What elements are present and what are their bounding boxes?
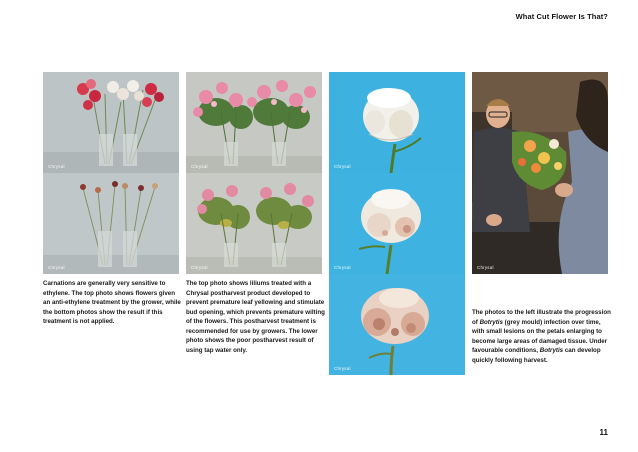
- botrytis-caption-part1: The photos to the left illustrate the progression of: [472, 309, 611, 326]
- carnation-untreated-photo: [43, 173, 179, 274]
- rose-stage3-photo: [329, 274, 465, 375]
- carnation-treated-photo: [43, 72, 179, 173]
- photo-credit: Chrysal: [48, 265, 65, 270]
- photo-credit: Chrysal: [191, 164, 208, 169]
- lilium-caption: The top photo shows liliums treated with a Chrysal postharvest product developed to prevent premature leaf yellowing and stimulate bud opening, which prevents premature wilting of the flowers. This postharvest treatment is recommended for use by growers. The lower photo shows the poor postharvest result of using tap water only.: [186, 280, 325, 354]
- photo-credit: Chrysal: [334, 366, 351, 371]
- florist-photo: [472, 72, 608, 274]
- lilium-treated-photo: [186, 72, 322, 173]
- botrytis-italic-1: Botrytis: [479, 318, 503, 326]
- page-number: 11: [599, 428, 608, 437]
- photo-credit: Chrysal: [334, 265, 351, 270]
- rose-stage2-photo: [329, 173, 465, 274]
- photo-credit: Chrysal: [48, 164, 65, 169]
- carnations-caption: Carnations are generally very sensitive to ethylene. The top photo shows flowers given an anti-ethylene treatment by the grower, while the bottom photos show the result if this treatment is not applied.: [43, 280, 181, 325]
- page-header-title: What Cut Flower Is That?: [515, 12, 608, 21]
- photo-credit: Chrysal: [477, 265, 494, 270]
- rose-stage1-photo: [329, 72, 465, 173]
- botrytis-caption-part3: can develop quickly following harvest.: [472, 347, 601, 364]
- botrytis-caption: [472, 308, 612, 365]
- botrytis-caption-part2: (grey mould) infection over time, with small lesions on the petals enlarging to become large areas of damaged tissue. Under favourable conditions,: [472, 318, 608, 354]
- photo-credit: Chrysal: [191, 265, 208, 270]
- photo-credit: Chrysal: [334, 164, 351, 169]
- lilium-untreated-photo: [186, 173, 322, 274]
- botrytis-italic-2: Botrytis: [539, 347, 564, 354]
